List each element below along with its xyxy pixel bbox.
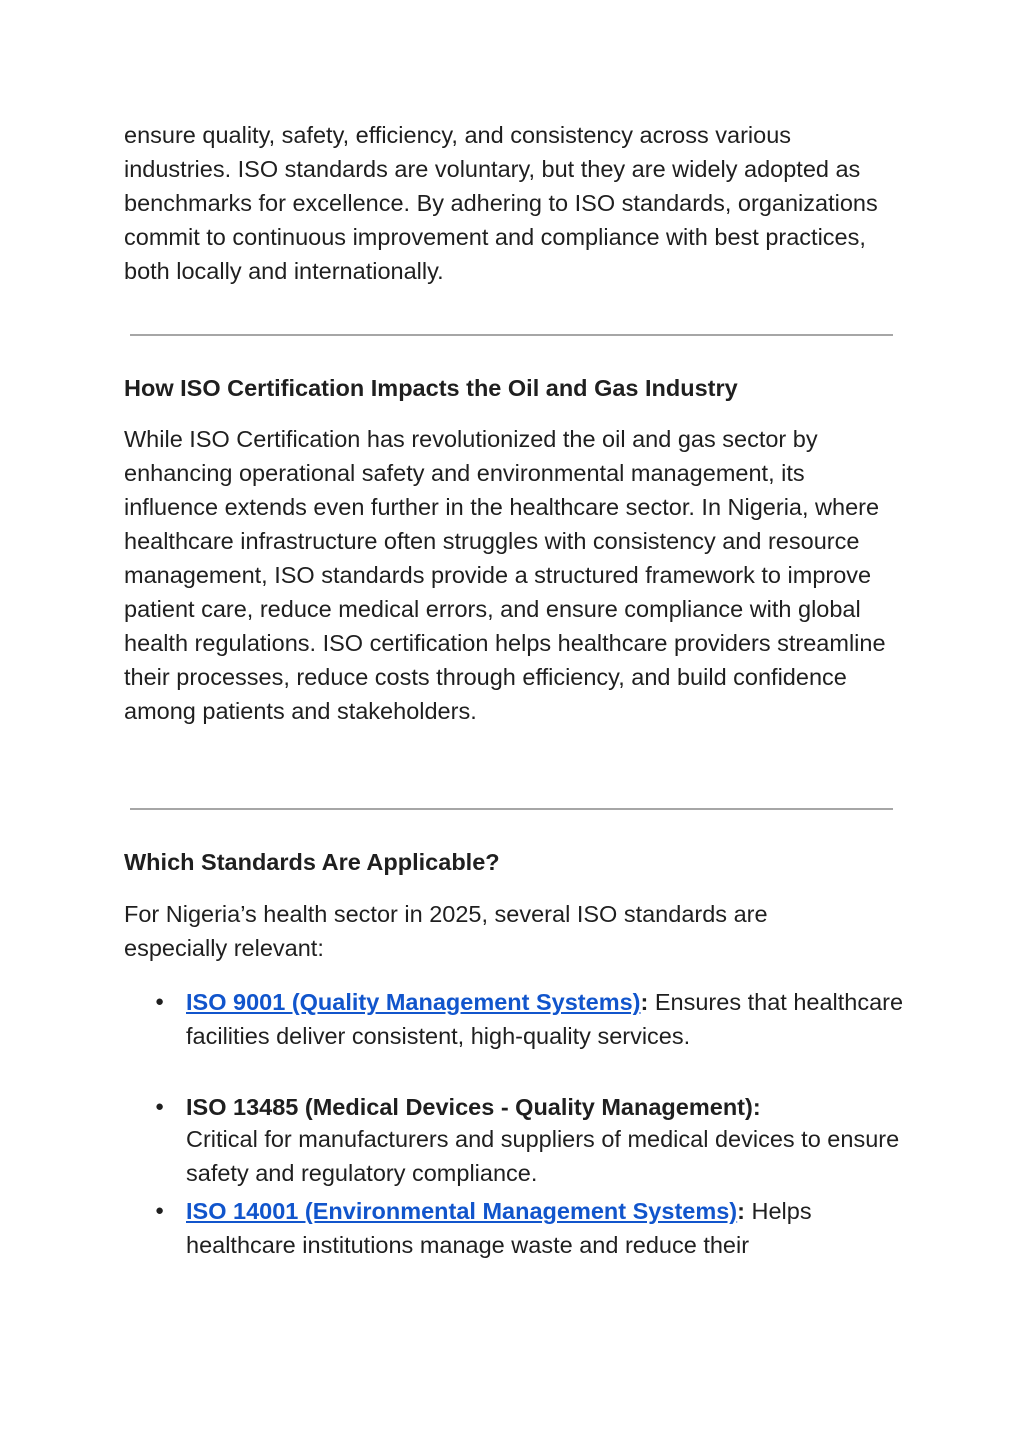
bullet-icon: ● (155, 1202, 165, 1219)
document-page (124, 118, 904, 1258)
standards-list (124, 985, 904, 1262)
item-description: Ensures that healthcare facilities deliver consistent, high-quality services. (186, 989, 904, 1049)
list-item (124, 1090, 904, 1186)
item-colon: : (640, 989, 649, 1015)
item-description: Critical for manufacturers and suppliers of medical devices to ensure safety and regulatory compliance. (186, 1126, 900, 1186)
section-divider-1 (130, 334, 893, 336)
intro-paragraph: ensure quality, safety, efficiency, and consistency across various industries. ISO standards are voluntary, but they are widely adopted as benchmarks for excellence. By adhering to ISO standards, organizations commit to continuous improvement and compliance with best practices, both locally and internationally. (124, 122, 878, 284)
list-item (124, 1194, 904, 1262)
item-colon: : (737, 1198, 745, 1224)
impact-heading: How ISO Certification Impacts the Oil and Gas Industry (124, 375, 738, 401)
item-description: Helps healthcare institutions manage waste and reduce their (186, 1198, 812, 1258)
iso-9001-link[interactable]: ISO 9001 (Quality Management Systems) (186, 989, 641, 1015)
bullet-icon: ● (155, 993, 165, 1010)
bullet-icon: ● (155, 1098, 165, 1115)
section-divider-2 (130, 808, 893, 810)
iso-13485-term: ISO 13485 (Medical Devices - Quality Management): (186, 1094, 761, 1120)
standards-heading: Which Standards Are Applicable? (124, 849, 500, 875)
standards-intro: For Nigeria’s health sector in 2025, several ISO standards are especially relevant: (124, 901, 768, 961)
impact-paragraph: While ISO Certification has revolutionized the oil and gas sector by enhancing operational safety and environmental management, its influence extends even further in the healthcare sector. In Nigeria, where healthcare infrastructure often struggles with consistency and resource management, ISO standards provide a structured framework to improve patient care, reduce medical errors, and ensure compliance with global health regulations. ISO certification helps healthcare providers streamline their processes, reduce costs through efficiency, and build confidence among patients and stakeholders. (124, 426, 886, 724)
list-item (124, 985, 904, 1053)
iso-14001-link[interactable]: ISO 14001 (Environmental Management Systems) (186, 1198, 738, 1224)
